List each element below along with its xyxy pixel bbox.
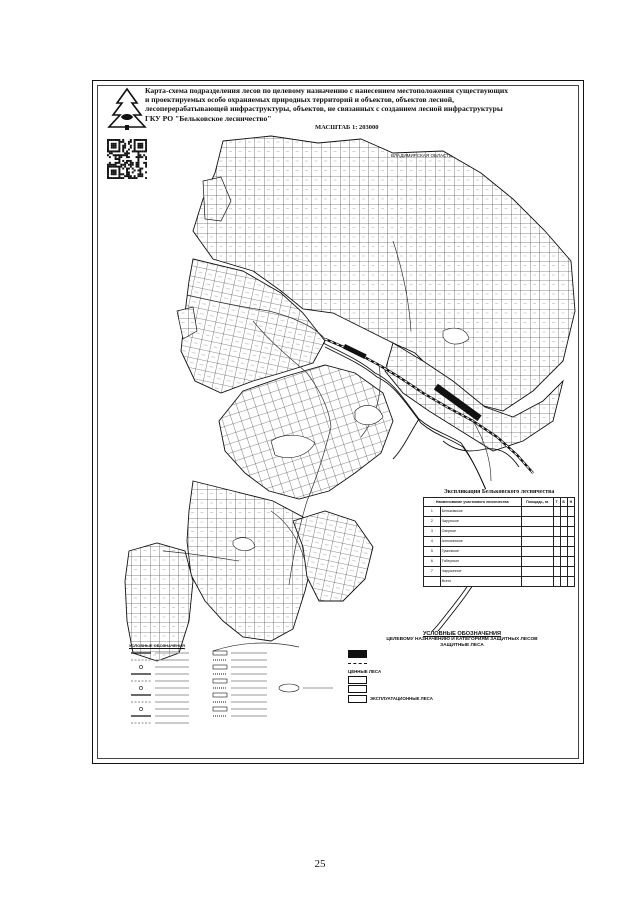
spruce-tree-logo-icon	[107, 87, 147, 136]
legend-swatch-dashed	[348, 663, 367, 664]
legend-row-valuable-1	[348, 676, 576, 684]
legend-row-exploitation	[348, 695, 576, 703]
map-title-line-3: лесоперерабатывающей инфраструктуры, объектов, не связанных с созданием лесной инфраструктуры	[145, 104, 503, 114]
legend-group-exploitation: ЭКСПЛУАТАЦИОННЫЕ ЛЕСА	[370, 695, 433, 701]
map-title-line-2: и проектируемых особо охраняемых природных территорий и объектов, объектов лесной,	[145, 95, 454, 105]
district-explication-table	[423, 489, 575, 587]
table-row: 1 Бельковское	[424, 506, 575, 516]
map-sheet	[92, 80, 584, 764]
legend-row-valuable-2	[348, 685, 576, 693]
table-row: 5 Гуминское	[424, 546, 575, 556]
legend-group-valuable: ЦЕННЫЕ ЛЕСА	[348, 669, 382, 675]
forest-quarters-southwest[interactable]	[187, 481, 315, 641]
map-title-line-4: ГКУ РО "Бельковское лесничество"	[145, 113, 272, 123]
table-row: 3 Озерное	[424, 526, 575, 536]
table-title: Экспликация Бельковского лесничества	[443, 489, 555, 495]
map-scale: МАСШТАБ 1: 203000	[315, 124, 379, 131]
table-header-n: Н	[567, 497, 574, 506]
map-title-line-1: Карта-схема подразделения лесов по целевому назначению с нанесением местоположения существующих	[145, 86, 509, 95]
legend-swatch-white	[348, 695, 367, 703]
legend-left	[129, 643, 339, 743]
table-row: 4 Алексинское	[424, 536, 575, 546]
forest-quarters-central[interactable]	[219, 365, 393, 499]
legend-swatch-white	[348, 676, 367, 684]
map-title-block	[145, 86, 575, 123]
table-header-area: Площадь, га	[521, 497, 553, 506]
district-table	[423, 497, 575, 587]
legend-row-protective-line	[348, 659, 576, 667]
legend-swatch-black	[348, 650, 367, 658]
legend-text-lines	[370, 650, 576, 658]
table-total-row: Всего	[424, 576, 575, 586]
table-row: 2 Чарусское	[424, 516, 575, 526]
table-row: 7 Чарусинное	[424, 566, 575, 576]
table-header-b: Б	[560, 497, 567, 506]
table-header-t: Т	[553, 497, 560, 506]
legend-subheading: ЦЕЛЕВОМУ НАЗНАЧЕНИЮ И КАТЕГОРИЯМ ЗАЩИТНЫХ ЛЕСОВ	[386, 637, 538, 643]
legend-left-symbols	[129, 648, 339, 734]
page-number: 25	[314, 858, 326, 870]
region-label: ВЛАДИМИРСКАЯ ОБЛАСТЬ	[391, 153, 452, 158]
qr-code-icon[interactable]	[107, 139, 147, 184]
legend-group-protective: ЗАЩИТНЫЕ ЛЕСА	[440, 642, 484, 648]
legend-left-heading: УСЛОВНЫЕ ОБОЗНАЧЕНИЯ	[129, 643, 185, 648]
legend-swatch-white	[348, 685, 367, 693]
legend-row-protective-black	[348, 650, 576, 658]
legend-main	[348, 631, 576, 703]
legend-heading: УСЛОВНЫЕ ОБОЗНАЧЕНИЯ	[422, 631, 502, 637]
table-row: 6 Тиберское	[424, 556, 575, 566]
table-header-district: Наименование участкового лесничества	[424, 497, 522, 506]
